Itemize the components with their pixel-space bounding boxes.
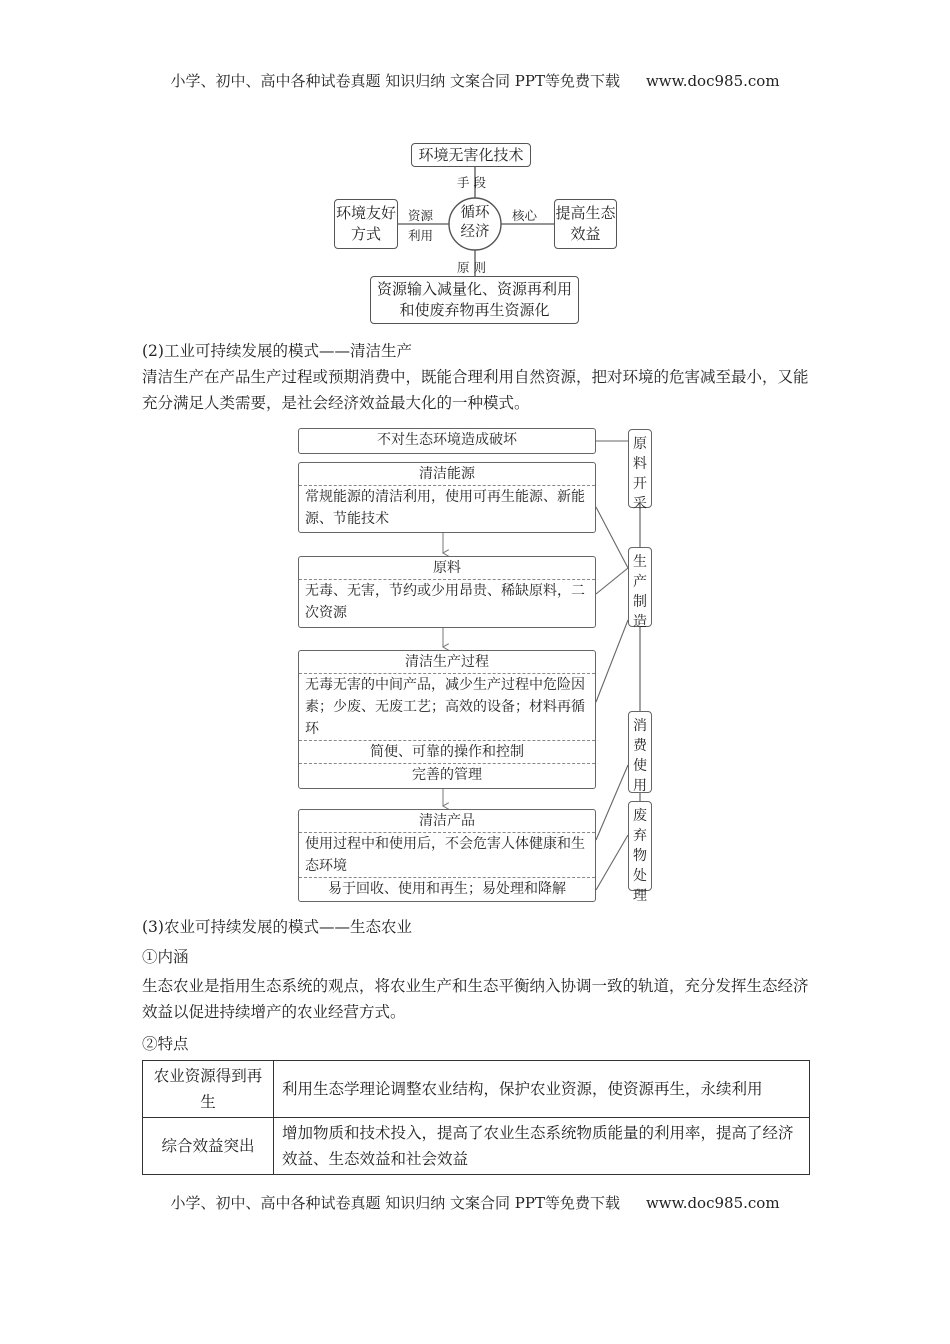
clean-process-management: 完善的管理 xyxy=(299,763,595,786)
resource-label-2: 利用 xyxy=(408,228,434,243)
table-key: 综合效益突出 xyxy=(143,1118,274,1175)
clean-energy-title: 清洁能源 xyxy=(419,466,475,482)
clean-energy-body: 常规能源的清洁利用，使用可再生能源、新能源、节能技术 xyxy=(299,485,595,530)
principle-line-1: 资源输入减量化、资源再利用 xyxy=(376,280,572,298)
raw-material-box xyxy=(298,556,596,628)
clean-process-title: 清洁生产过程 xyxy=(405,654,489,670)
table-value: 利用生态学理论调整农业结构，保护农业资源，使资源再生，永续利用 xyxy=(274,1061,810,1118)
page-footer xyxy=(0,1192,950,1213)
clean-product-box xyxy=(298,809,596,902)
clean-product-title: 清洁产品 xyxy=(419,813,475,829)
stage-waste-disposal: 废弃物处理 xyxy=(628,801,652,891)
footer-site: www.doc985.com xyxy=(645,1194,780,1212)
section2-heading: (2)工业可持续发展的模式——清洁生产 xyxy=(142,342,412,360)
stage-mining: 原料开采 xyxy=(628,429,652,508)
stage-manufacturing: 生产制造 xyxy=(628,547,652,627)
stage-consumption: 消费使用 xyxy=(628,711,652,793)
clean-process-control: 简便、可靠的操作和控制 xyxy=(299,740,595,763)
eco-friendly-box: 环境友好方式 xyxy=(334,199,398,249)
header-text: 小学、初中、高中各种试卷真题 知识归纳 文案合同 PPT等免费下载 xyxy=(170,72,620,90)
no-damage-text: 不对生态环境造成破坏 xyxy=(377,432,517,448)
tech-box: 环境无害化技术 xyxy=(411,143,531,167)
principle-line-2: 和使废弃物再生资源化 xyxy=(399,301,550,319)
clean-production-diagram xyxy=(0,420,950,910)
principle-box xyxy=(370,276,579,324)
no-damage-box xyxy=(298,428,596,454)
circular-economy-center: 循环经济 xyxy=(460,205,490,240)
section2-paragraph: 清洁生产在产品生产过程或预期消费中，既能合理利用自然资源，把对环境的危害减至最小，又能充分满足人类需要，是社会经济效益最大化的一种模式。 xyxy=(142,368,809,412)
clean-process-box xyxy=(298,650,596,789)
eco-benefit-box: 提高生态效益 xyxy=(554,199,617,249)
core-label: 核心 xyxy=(512,208,538,223)
footer-text: 小学、初中、高中各种试卷真题 知识归纳 文案合同 PPT等免费下载 xyxy=(170,1194,620,1212)
means-label: 手 段 xyxy=(457,175,486,190)
table-row xyxy=(143,1118,810,1175)
table-row xyxy=(143,1061,810,1118)
clean-process-body: 无毒无害的中间产品，减少生产过程中危险因素；少废、无废工艺；高效的设备；材料再循环 xyxy=(299,673,595,740)
clean-product-recycle: 易于回收、使用和再生；易处理和降解 xyxy=(299,877,595,900)
resource-label-1: 资源 xyxy=(408,208,434,223)
header-site: www.doc985.com xyxy=(645,72,780,90)
table-value: 增加物质和技术投入，提高了农业生态系统物质能量的利用率，提高了经济效益、生态效益和社会效益 xyxy=(274,1118,810,1175)
features-table xyxy=(142,1060,810,1175)
raw-material-title: 原料 xyxy=(433,560,461,576)
section3-sub1: ①内涵 xyxy=(142,948,189,966)
clean-energy-box xyxy=(298,462,596,533)
clean-product-body: 使用过程中和使用后，不会危害人体健康和生态环境 xyxy=(299,832,595,877)
circular-economy-diagram xyxy=(0,0,950,330)
section3-sub2: ②特点 xyxy=(142,1035,189,1053)
section3-heading: (3)农业可持续发展的模式——生态农业 xyxy=(142,918,412,936)
table-key: 农业资源得到再生 xyxy=(143,1061,274,1118)
section3-paragraph: 生态农业是指用生态系统的观点，将农业生产和生态平衡纳入协调一致的轨道，充分发挥生态经济效益以促进持续增产的农业经营方式。 xyxy=(142,977,809,1021)
raw-material-body: 无毒、无害，节约或少用昂贵、稀缺原料，二次资源 xyxy=(299,579,595,624)
principle-label: 原 则 xyxy=(457,260,486,275)
